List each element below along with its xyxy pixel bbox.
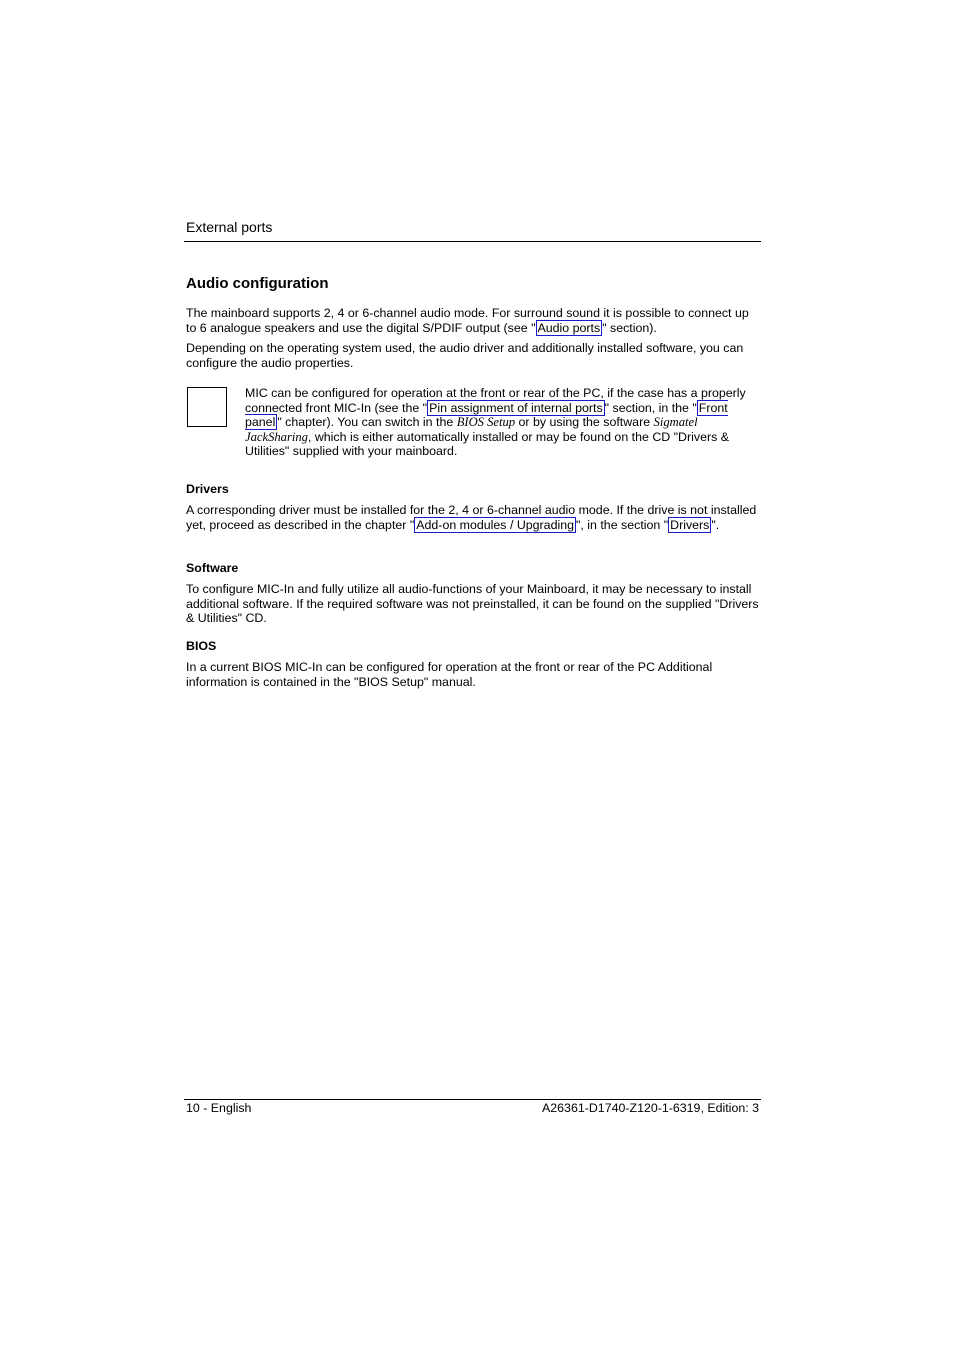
note-icon — [187, 387, 227, 427]
section-title: Audio configuration — [186, 275, 329, 292]
note-text-a: MIC can be configured for operation at the front or rear of the PC, if the case has a properly connected front MIC-In (see the " — [245, 386, 746, 415]
footer-rule — [184, 1099, 761, 1100]
intro-text-end: " section). — [602, 320, 657, 335]
note-text-e: , which is either automatically installed or may be found on the CD "Drivers & Utilities" supplied with your mainboard. — [245, 429, 729, 459]
drivers-text-c: ". — [711, 517, 720, 532]
software-paragraph: To configure MIC-In and fully utilize all audio-functions of your Mainboard, it may be necessary to install additional software. If the required software was not preinstalled, it can be found on the supplied "Drivers & Utilities" CD. — [186, 582, 759, 626]
drivers-link[interactable]: Drivers — [670, 517, 710, 532]
drivers-paragraph — [186, 503, 760, 532]
bios-paragraph: In a current BIOS MIC-In can be configured for operation at the front or rear of the PC Additional information is contained in the "BIOS Setup" manual. — [186, 660, 713, 689]
running-header: External ports — [186, 219, 273, 235]
note-text-b: " section, in the " — [604, 400, 697, 415]
header-rule — [184, 241, 761, 242]
front-panel-link[interactable]: Front panel — [245, 400, 728, 430]
bios-heading: BIOS — [186, 639, 217, 653]
drivers-text-b: ", in the section " — [576, 517, 669, 532]
software-heading: Software — [186, 561, 239, 575]
bios-setup-term: BIOS Setup — [456, 415, 516, 430]
drivers-text-a: A corresponding driver must be installed for the 2, 4 or 6-channel audio mode. If the drive is not installed yet, proceed as described in the chapter " — [186, 503, 757, 532]
intro-text: The mainboard supports 2, 4 or 6-channel audio mode. For surround sound it is possible to connect up to 6 analogue speakers and use the digital S/PDIF output (see " — [186, 306, 749, 335]
note-text — [245, 386, 765, 459]
note-text-d: or by using the software — [515, 415, 654, 430]
intro-paragraph-1 — [186, 306, 760, 335]
jacksharing-term: Sigmatel JackSharing — [245, 415, 698, 444]
audio-ports-link[interactable]: Audio ports — [537, 320, 601, 335]
document-id: A26361-D1740-Z120-1-6319, Edition: 3 — [542, 1101, 759, 1115]
intro-paragraph-2: Depending on the operating system used, the audio driver and additionally installed software, you can configure the audio properties. — [186, 341, 744, 370]
drivers-heading: Drivers — [186, 482, 229, 496]
page-number: 10 - English — [186, 1101, 252, 1115]
addon-modules-link[interactable]: Add-on modules / Upgrading — [416, 517, 574, 532]
note-text-c: " chapter). You can switch in the — [277, 415, 457, 430]
pin-assignment-link[interactable]: Pin assignment of internal ports — [429, 400, 603, 415]
